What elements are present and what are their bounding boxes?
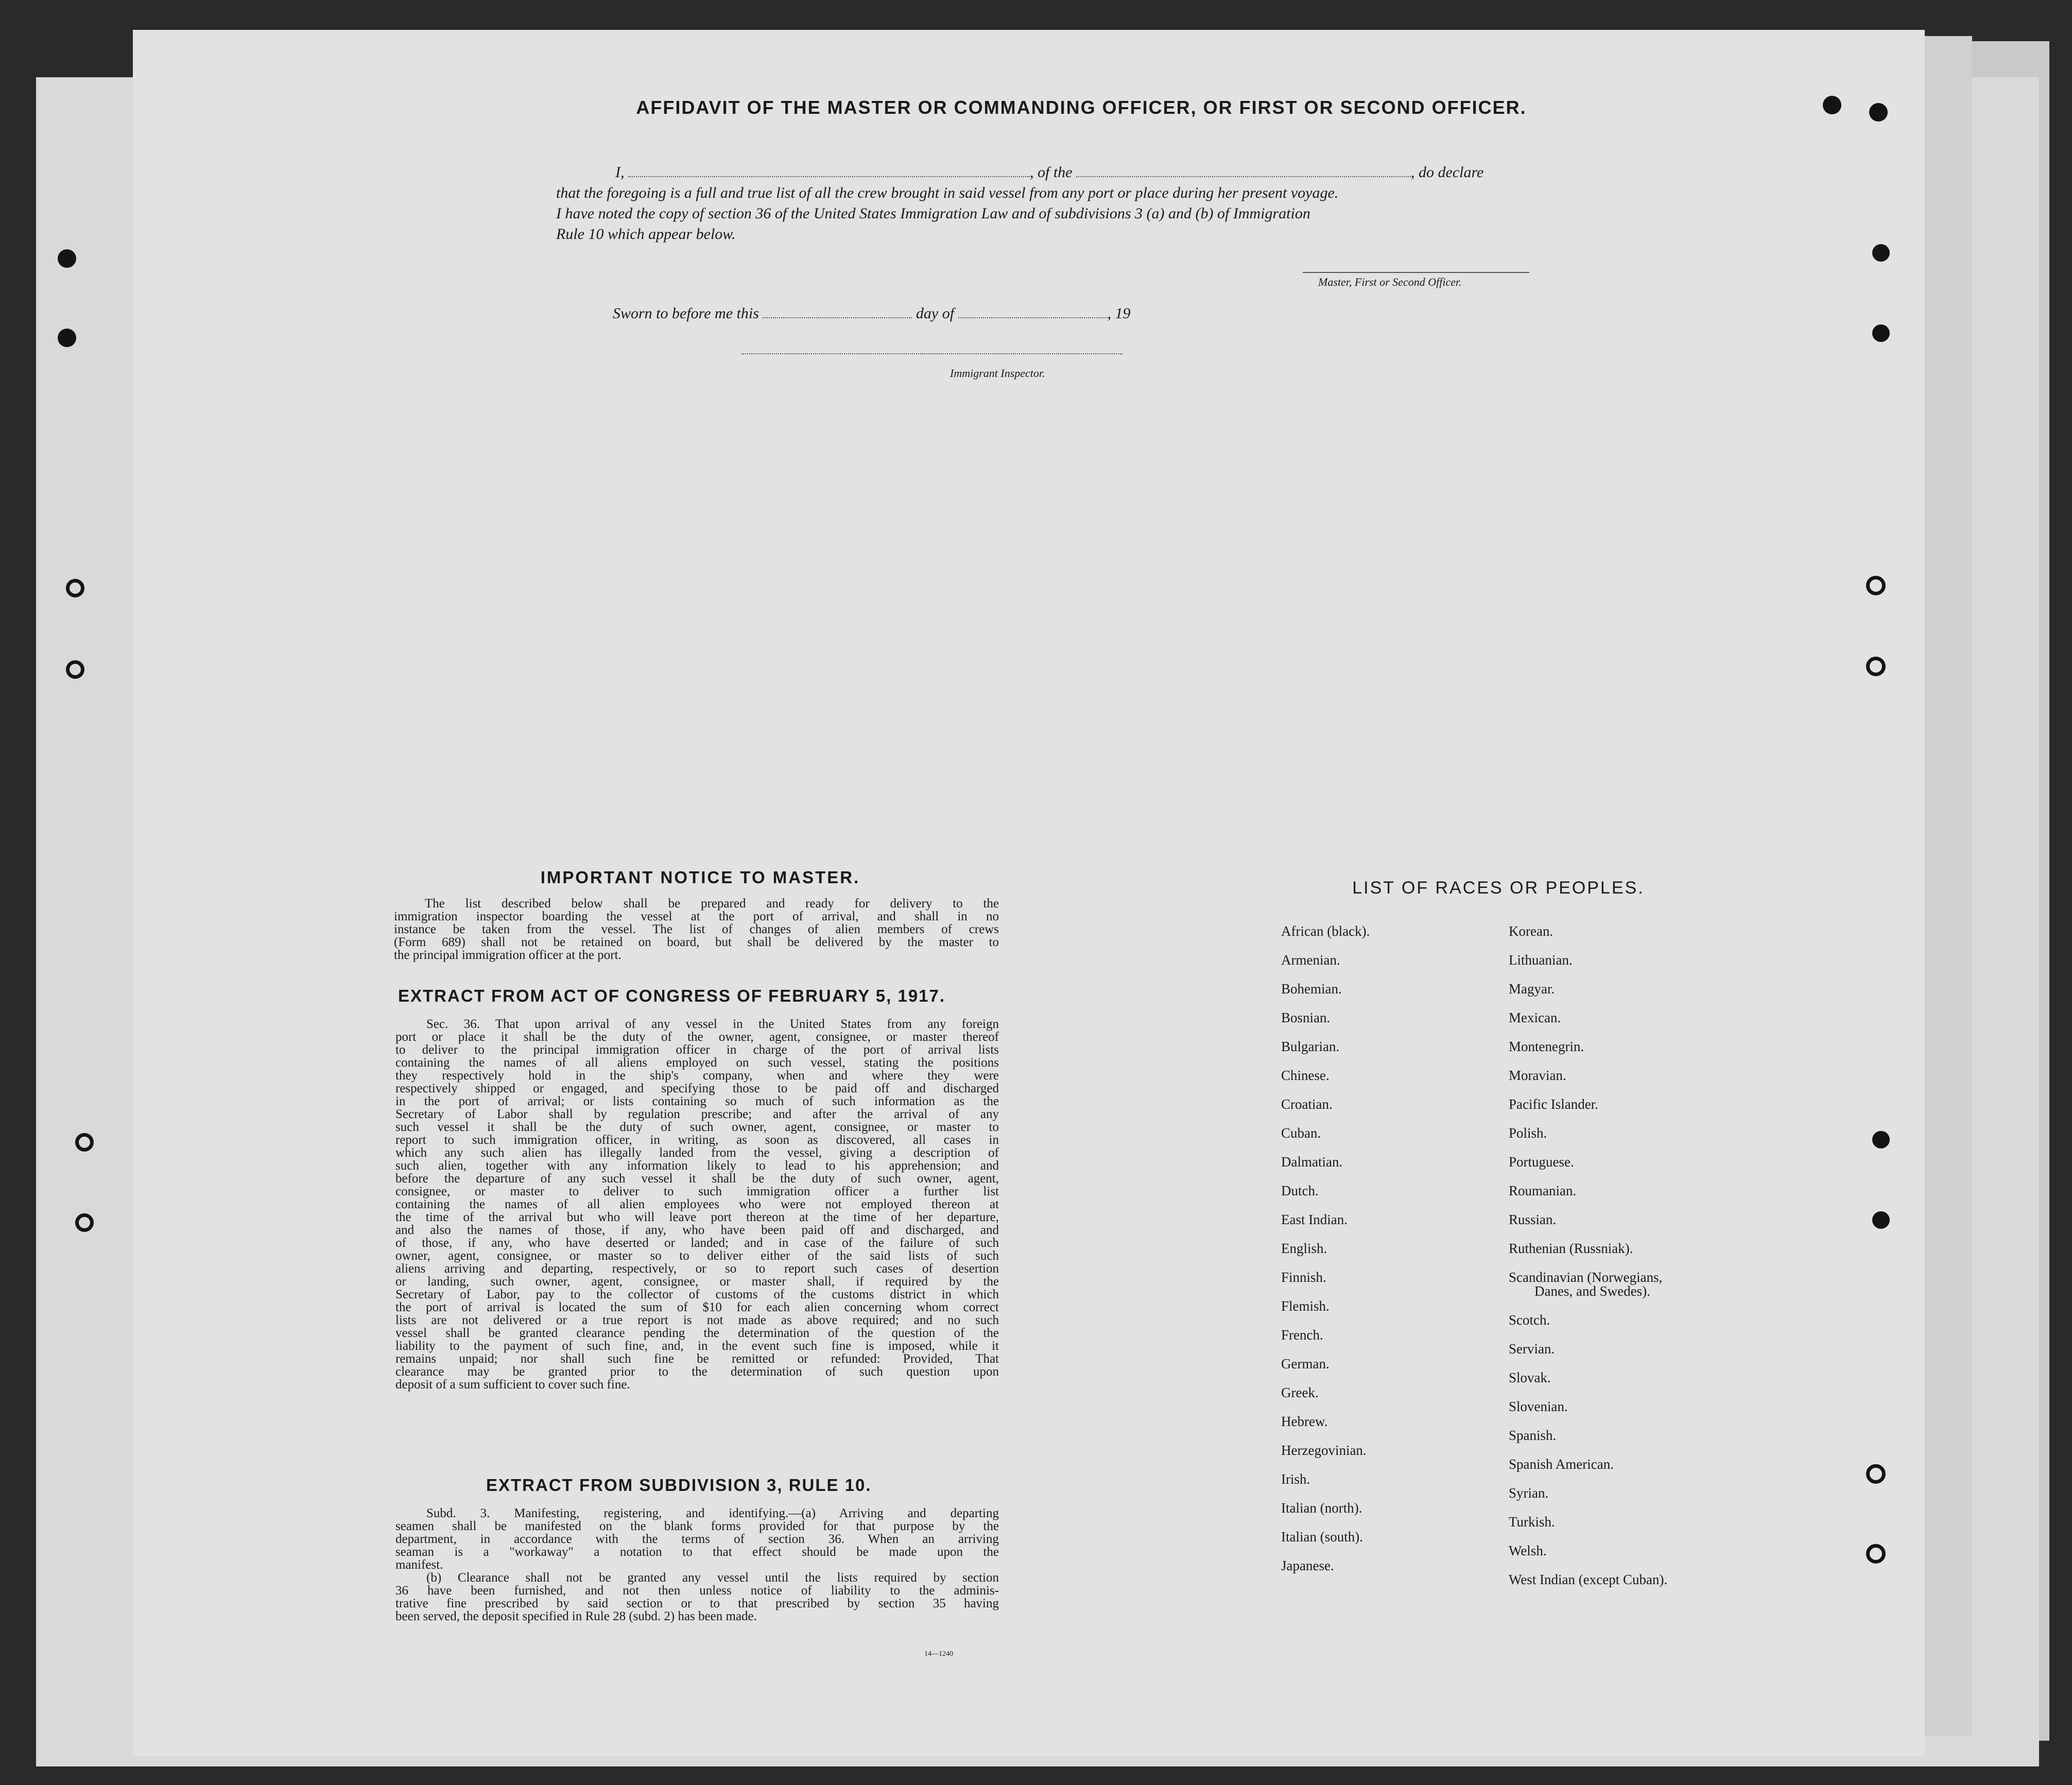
affidavit-line-4: Rule 10 which appear below.: [556, 226, 736, 243]
race-item: German.: [1281, 1356, 1329, 1371]
text-line: owner, agent, consignee, or master so to deliver either of the said lists of such: [395, 1249, 999, 1263]
race-item: Croatian.: [1281, 1096, 1333, 1112]
races-title: LIST OF RACES OR PEOPLES.: [1352, 878, 1645, 898]
race-item: Herzegovinian.: [1281, 1443, 1367, 1458]
sworn-year: , 19: [1107, 305, 1131, 322]
text-line: the time of the arrival but who will leave port thereon at the time of her departure,: [395, 1210, 999, 1224]
sworn-line: [613, 305, 1131, 322]
text-line: they respectively hold in the ship's company, when and where they were: [395, 1069, 999, 1083]
race-item: Turkish.: [1509, 1514, 1555, 1530]
punch-hole: [75, 1133, 94, 1152]
text-line: vessel shall be granted clearance pending the determination of the question of the: [395, 1326, 999, 1340]
affidavit-line-1: [615, 164, 1483, 181]
inspector-caption: Immigrant Inspector.: [950, 367, 1045, 380]
race-item: Japanese.: [1281, 1558, 1334, 1573]
race-item: Ruthenian (Russniak).: [1509, 1241, 1633, 1256]
text-line: and also the names of those, if any, who have been paid off and discharged, and: [395, 1223, 999, 1237]
punch-hole: [66, 660, 84, 679]
text-line: respectively shipped or engaged, and specifying those to be paid off and discharged: [395, 1082, 999, 1095]
text-line: liability to the payment of such fine, and, in the event such fine is imposed, while it: [395, 1339, 999, 1353]
text-line: (b) Clearance shall not be granted any vessel until the lists required by section: [426, 1571, 999, 1585]
race-item: Welsh.: [1509, 1543, 1547, 1558]
race-item: Slovenian.: [1509, 1399, 1568, 1414]
race-item: French.: [1281, 1327, 1323, 1343]
affidavit-line-2: that the foregoing is a full and true list of all the crew brought in said vessel from any port or place during her present voyage.: [556, 184, 1339, 201]
race-item: Bulgarian.: [1281, 1039, 1340, 1054]
text-line: such vessel it shall be the duty of such owner, agent, consignee, or master to: [395, 1120, 999, 1134]
race-item: Scandinavian (Norwegians,: [1509, 1269, 1663, 1285]
text-line: of those, if any, who have deserted or landed; and in case of the failure of such: [395, 1236, 999, 1250]
notice-paragraph: [394, 897, 999, 962]
text-line: seaman is a "workaway" a notation to that effect should be made upon the: [395, 1545, 999, 1559]
punch-hole: [1866, 1544, 1886, 1564]
master-caption: Master, First or Second Officer.: [1318, 276, 1462, 288]
text-line: clearance may be granted prior to the determination of such question upon: [395, 1365, 999, 1379]
sworn-day-blank[interactable]: [763, 317, 912, 318]
race-item: Korean.: [1509, 923, 1553, 939]
act-extract-title: EXTRACT FROM ACT OF CONGRESS OF FEBRUARY 5, 1917.: [398, 986, 946, 1005]
race-item: Scotch.: [1509, 1312, 1550, 1328]
punch-hole: [1869, 103, 1888, 122]
race-item: Spanish.: [1509, 1428, 1557, 1443]
inspector-signature-line[interactable]: [741, 353, 1123, 354]
affidavit-of-the: , of the: [1030, 164, 1073, 181]
race-item: Bosnian.: [1281, 1010, 1331, 1025]
race-item: East Indian.: [1281, 1212, 1348, 1227]
race-item: Portuguese.: [1509, 1154, 1574, 1170]
race-item: Pacific Islander.: [1509, 1096, 1598, 1112]
race-item: Dalmatian.: [1281, 1154, 1343, 1170]
affidavit-i: I,: [615, 164, 625, 181]
text-line: the principal immigration officer at the port.: [394, 948, 621, 962]
punch-hole: [58, 249, 76, 268]
race-item: Montenegrin.: [1509, 1039, 1584, 1054]
notice-title: IMPORTANT NOTICE TO MASTER.: [540, 868, 860, 887]
name-blank[interactable]: [628, 176, 1030, 177]
punch-hole: [1866, 576, 1886, 595]
text-line: such alien, together with any information likely to lead to his apprehension; and: [395, 1159, 999, 1173]
text-line: trative fine prescribed by said section or to that prescribed by section 35 having: [395, 1597, 999, 1610]
master-signature-line[interactable]: [1303, 272, 1529, 273]
text-line: department, in accordance with the terms of section 36. When an arriving: [395, 1532, 999, 1546]
punch-hole: [1872, 1211, 1890, 1229]
race-item: Russian.: [1509, 1212, 1557, 1227]
punch-hole: [66, 579, 84, 597]
text-line: remains unpaid; nor shall such fine be remitted or refunded: Provided, That: [395, 1352, 999, 1366]
text-line: manifest.: [395, 1558, 443, 1572]
text-line: consignee, or master to deliver to such immigration officer a further list: [395, 1185, 999, 1198]
punch-hole: [75, 1213, 94, 1232]
affidavit-title: AFFIDAVIT OF THE MASTER OR COMMANDING OFFICER, OR FIRST OR SECOND OFFICER.: [636, 97, 1527, 118]
text-line: deposit of a sum sufficient to cover such fine.: [395, 1378, 630, 1392]
text-line: seamen shall be manifested on the blank forms provided for that purpose by the: [395, 1519, 999, 1533]
sworn-label: Sworn to before me this: [613, 305, 759, 322]
affidavit-line-3: I have noted the copy of section 36 of the United States Immigration Law and of subdivisions 3 (a) and (b) of Immigration: [556, 205, 1310, 222]
text-line: to deliver to the principal immigration officer in charge of the port of arrival lists: [395, 1043, 999, 1057]
text-line: containing the names of all aliens employed on such vessel, stating the positions: [395, 1056, 999, 1070]
text-line: or landing, such owner, agent, consignee, or master shall, if required by the: [395, 1275, 999, 1289]
text-line: containing the names of all alien employees who were not employed thereon at: [395, 1197, 999, 1211]
text-line: Secretary of Labor, pay to the collector of customs of the customs district in which: [395, 1288, 999, 1301]
race-item: Syrian.: [1509, 1485, 1549, 1501]
race-item: Magyar.: [1509, 981, 1555, 997]
text-line: lists are not delivered or a true report is not made as above required; and no such: [395, 1313, 999, 1327]
text-line: report to such immigration officer, in writing, as soon as discovered, all cases in: [395, 1133, 999, 1147]
form-number: 14—1240: [924, 1650, 953, 1658]
text-line: Subd. 3. Manifesting, registering, and identifying.—(a) Arriving and departing: [426, 1506, 999, 1520]
text-line: which any such alien has illegally landed from the vessel, giving a description of: [395, 1146, 999, 1160]
text-line: Sec. 36. That upon arrival of any vessel in the United States from any foreign: [426, 1017, 999, 1031]
rule-extract-paragraph: [395, 1507, 999, 1623]
vessel-blank[interactable]: [1076, 176, 1411, 177]
race-item: Roumanian.: [1509, 1183, 1577, 1198]
text-line: before the departure of any such vessel it shall be the duty of such owner, agent,: [395, 1172, 999, 1186]
race-item: Italian (north).: [1281, 1500, 1362, 1516]
punch-hole: [1872, 324, 1890, 342]
punch-hole: [58, 329, 76, 347]
text-line: in the port of arrival; or lists containing so much of such information as the: [395, 1094, 999, 1108]
punch-hole: [1823, 96, 1841, 114]
act-extract-paragraph: [395, 1018, 999, 1391]
race-item: Mexican.: [1509, 1010, 1561, 1025]
text-line: been served, the deposit specified in Rule 28 (subd. 2) has been made.: [395, 1609, 757, 1623]
race-item: Spanish American.: [1509, 1456, 1614, 1472]
text-line: The list described below shall be prepared and ready for delivery to the: [425, 897, 999, 911]
bleed-through-rows: [618, 464, 2008, 890]
text-line: 36 have been furnished, and not then unless notice of liability to the adminis-: [395, 1584, 999, 1598]
race-item: Armenian.: [1281, 952, 1340, 968]
race-item: Greek.: [1281, 1385, 1319, 1400]
text-line: Secretary of Labor shall by regulation prescribe; and after the arrival of any: [395, 1107, 999, 1121]
punch-hole: [1866, 1464, 1886, 1484]
race-item: Flemish.: [1281, 1298, 1329, 1314]
text-line: (Form 689) shall not be retained on board, but shall be delivered by the master to: [394, 935, 999, 949]
race-item: Servian.: [1509, 1341, 1555, 1357]
race-item: Chinese.: [1281, 1068, 1329, 1083]
race-item: Italian (south).: [1281, 1529, 1363, 1544]
race-item: Hebrew.: [1281, 1414, 1328, 1429]
race-item: Bohemian.: [1281, 981, 1342, 997]
affidavit-declare: , do declare: [1411, 164, 1484, 181]
day-of-label: day of: [916, 305, 955, 322]
punch-hole: [1872, 244, 1890, 262]
race-item: West Indian (except Cuban).: [1509, 1572, 1668, 1587]
text-line: the port of arrival is located the sum of $10 for each alien concerning whom correct: [395, 1300, 999, 1314]
race-item: English.: [1281, 1241, 1327, 1256]
race-item: Polish.: [1509, 1125, 1547, 1141]
race-item: African (black).: [1281, 923, 1370, 939]
text-line: port or place it shall be the duty of the owner, agent, consignee, or master thereof: [395, 1030, 999, 1044]
text-line: immigration inspector boarding the vessel at the port of arrival, and shall in no: [394, 909, 999, 923]
sworn-month-blank[interactable]: [958, 317, 1108, 318]
race-item: Lithuanian.: [1509, 952, 1573, 968]
race-item: Irish.: [1281, 1471, 1310, 1487]
race-item: Finnish.: [1281, 1269, 1326, 1285]
text-line: instance be taken from the vessel. The list of changes of alien members of crews: [394, 922, 999, 936]
punch-hole: [1866, 657, 1886, 676]
punch-hole: [1872, 1131, 1890, 1148]
text-line: aliens arriving and departing, respectively, or so to report such cases of desertion: [395, 1262, 999, 1276]
race-item: Moravian.: [1509, 1068, 1566, 1083]
rule-extract-title: EXTRACT FROM SUBDIVISION 3, RULE 10.: [486, 1475, 872, 1495]
race-item: Dutch.: [1281, 1183, 1319, 1198]
race-item: Slovak.: [1509, 1370, 1551, 1385]
race-item: Danes, and Swedes).: [1534, 1283, 1650, 1299]
race-item: Cuban.: [1281, 1125, 1321, 1141]
